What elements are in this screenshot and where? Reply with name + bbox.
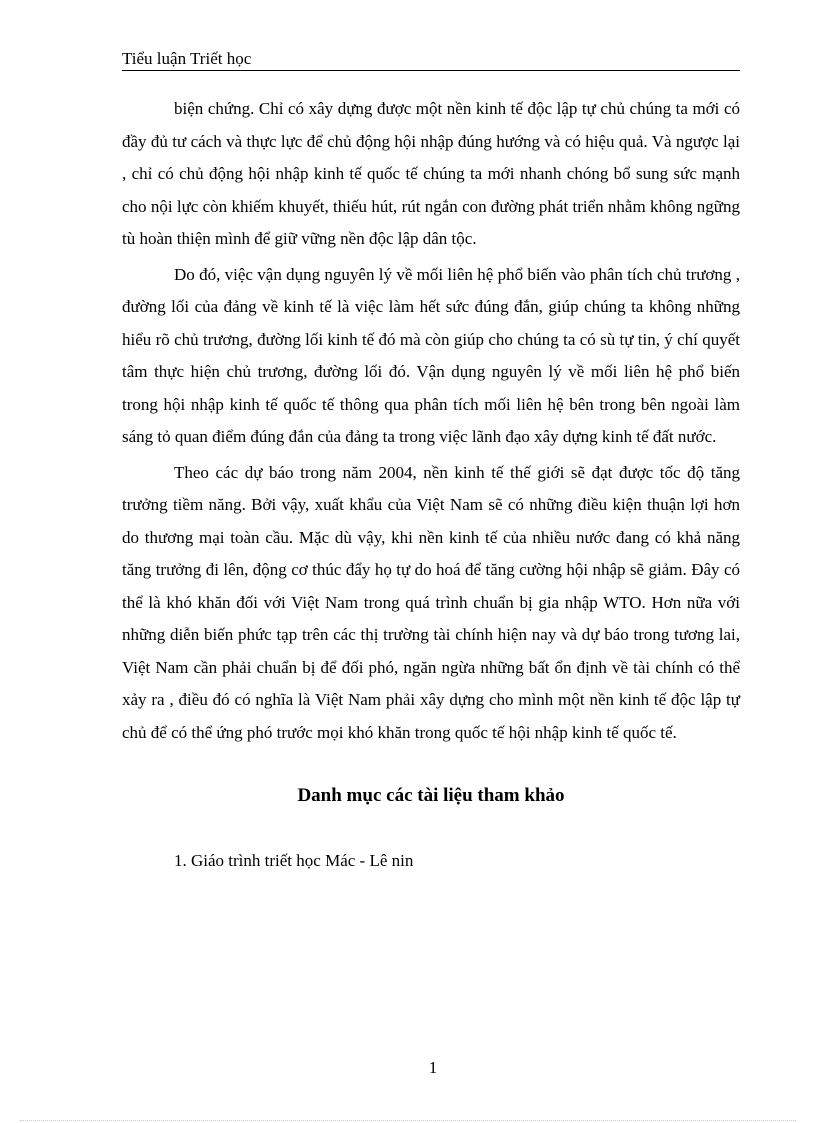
page-number: 1 [428, 1058, 438, 1077]
header-title: Tiểu luận Triết học [122, 49, 252, 68]
paragraph-2: Do đó, việc vận dụng nguyên lý về mối liên hệ phổ biến vào phân tích chủ trương , đường lối của đảng về kinh tế là việc làm hết sức đúng đắn, giúp chúng ta không những hiểu rõ chủ trương, đường lối kinh tế đó mà còn giúp cho chúng ta có sù tự tin, ý chí quyết tâm thực hiện chủ trương, đường lối đó. Vận dụng nguyên lý về mối liên hệ phổ biến trong hội nhập kinh tế quốc tế thông qua phân tích mối liên hệ bên trong bên ngoài làm sáng tỏ quan điểm đúng đắn của đảng ta trong việc lãnh đạo xây dựng kinh tế đất nước. [122, 264, 740, 446]
page-body [122, 93, 740, 876]
page-edge-divider [20, 1120, 796, 1121]
page-header [122, 48, 740, 71]
paragraph-3: Theo các dự báo trong năm 2004, nền kinh tế thế giới sẽ đạt được tốc độ tăng trưởng tiềm năng. Bởi vậy, xuất khẩu của Việt Nam sẽ có những điều kiện thuận lợi hơn do thương mại toàn cầu. Mặc dù vậy, khi nền kinh tế của nhiều nước đang có khả năng tăng trưởng đi lên, động cơ thúc đẩy họ tự do hoá để tăng cường hội nhập sẽ giảm. Đây có thể là khó khăn đối với Việt Nam trong quá trình chuẩn bị gia nhập WTO. Hơn nữa với những diễn biến phức tạp trên các thị trường tài chính hiện nay và dự báo trong tương lai, Việt Nam cần phải chuẩn bị để đối phó, ngăn ngừa những bất ổn định về tài chính có thể xảy ra , điều đó có nghĩa là Việt Nam phải xây dựng cho mình một nền kinh tế độc lập tự chủ để có thể ứng phó trước mọi khó khăn trong quốc tế hội nhập kinh tế quốc tế. [122, 462, 740, 742]
paragraph-1: biện chứng. Chỉ có xây dựng được một nền kinh tế độc lập tự chủ chúng ta mới có đầy đủ tư cách và thực lực để chủ động hội nhập đúng hướng và có hiệu quả. Và ngược lại , chỉ có chủ động hội nhập kinh tế quốc tế chúng ta mới nhanh chóng bổ sung sức mạnh cho nội lực còn khiếm khuyết, thiếu hút, rút ngắn con đường phát triển nhằm không ngững tù hoàn thiện mình để giữ vững nền độc lập dân tộc. [122, 99, 740, 248]
reference-item: 1. Giáo trình triết học Mác - Lê nin [174, 851, 414, 870]
references-list [122, 846, 740, 876]
references-heading: Danh mục các tài liệu tham khảo [297, 785, 565, 806]
